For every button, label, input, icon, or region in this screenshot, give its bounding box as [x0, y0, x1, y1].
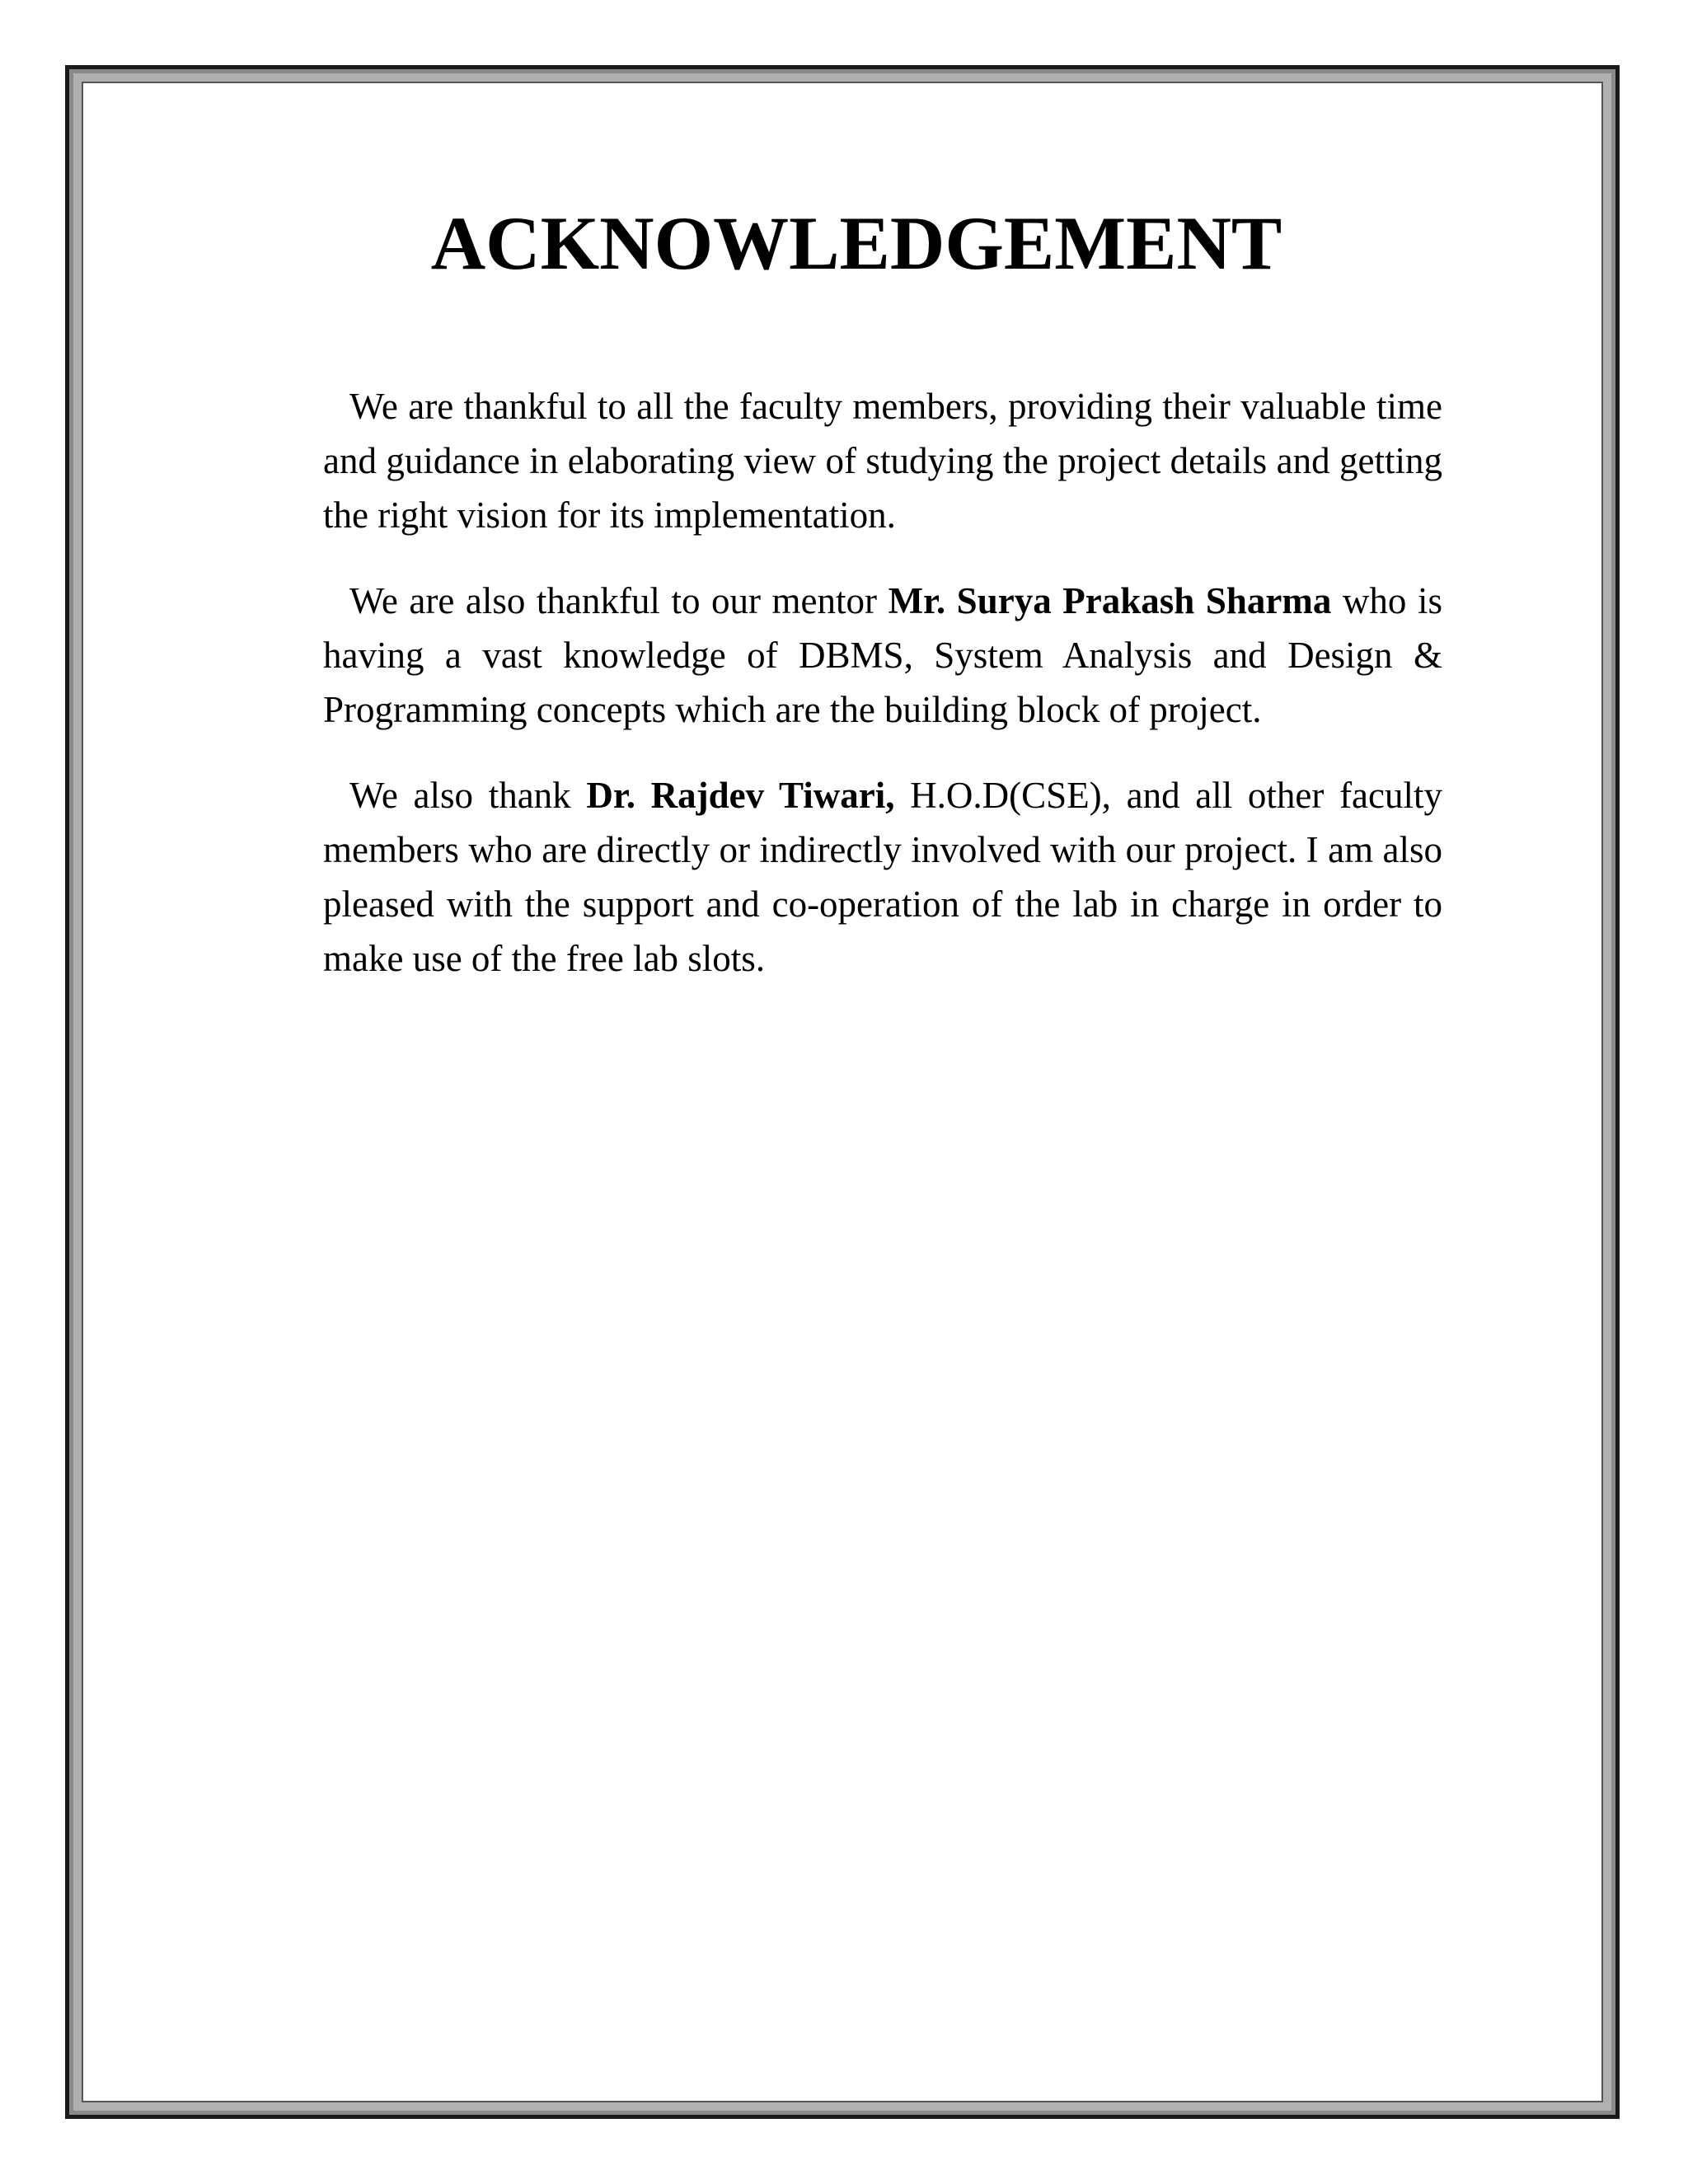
- paragraph-faculty-thanks: [323, 379, 1442, 542]
- paragraph-2-lead: We are also thankful to our mentor: [349, 580, 889, 621]
- paragraph-1-text: We are thankful to all the faculty members, providing their valuable time and guidance in elaborating view of studying the project details and getting the right vision for its implementation.: [323, 386, 1442, 536]
- acknowledgement-body: [323, 379, 1442, 1017]
- paragraph-hod-thanks: [323, 768, 1442, 986]
- paragraph-3-lead: We also thank: [349, 775, 587, 816]
- hod-name: Dr. Rajdev Tiwari,: [586, 775, 895, 816]
- page-border: [65, 65, 1620, 2119]
- page-title: ACKNOWLEDGEMENT: [430, 201, 1282, 285]
- mentor-name: Mr. Surya Prakash Sharma: [888, 580, 1332, 621]
- paragraph-2-rest: who is having a vast knowledge of DBMS, System Analysis and Design & Programming concepts which are the building block of project.: [323, 580, 1442, 730]
- paragraph-3-rest: H.O.D(CSE), and all other faculty members who are directly or indirectly involved with our project. I am also pleased with the support and co-operation of the lab in charge in order to make use of the free lab slots.: [323, 775, 1443, 979]
- paragraph-mentor-thanks: [323, 574, 1442, 737]
